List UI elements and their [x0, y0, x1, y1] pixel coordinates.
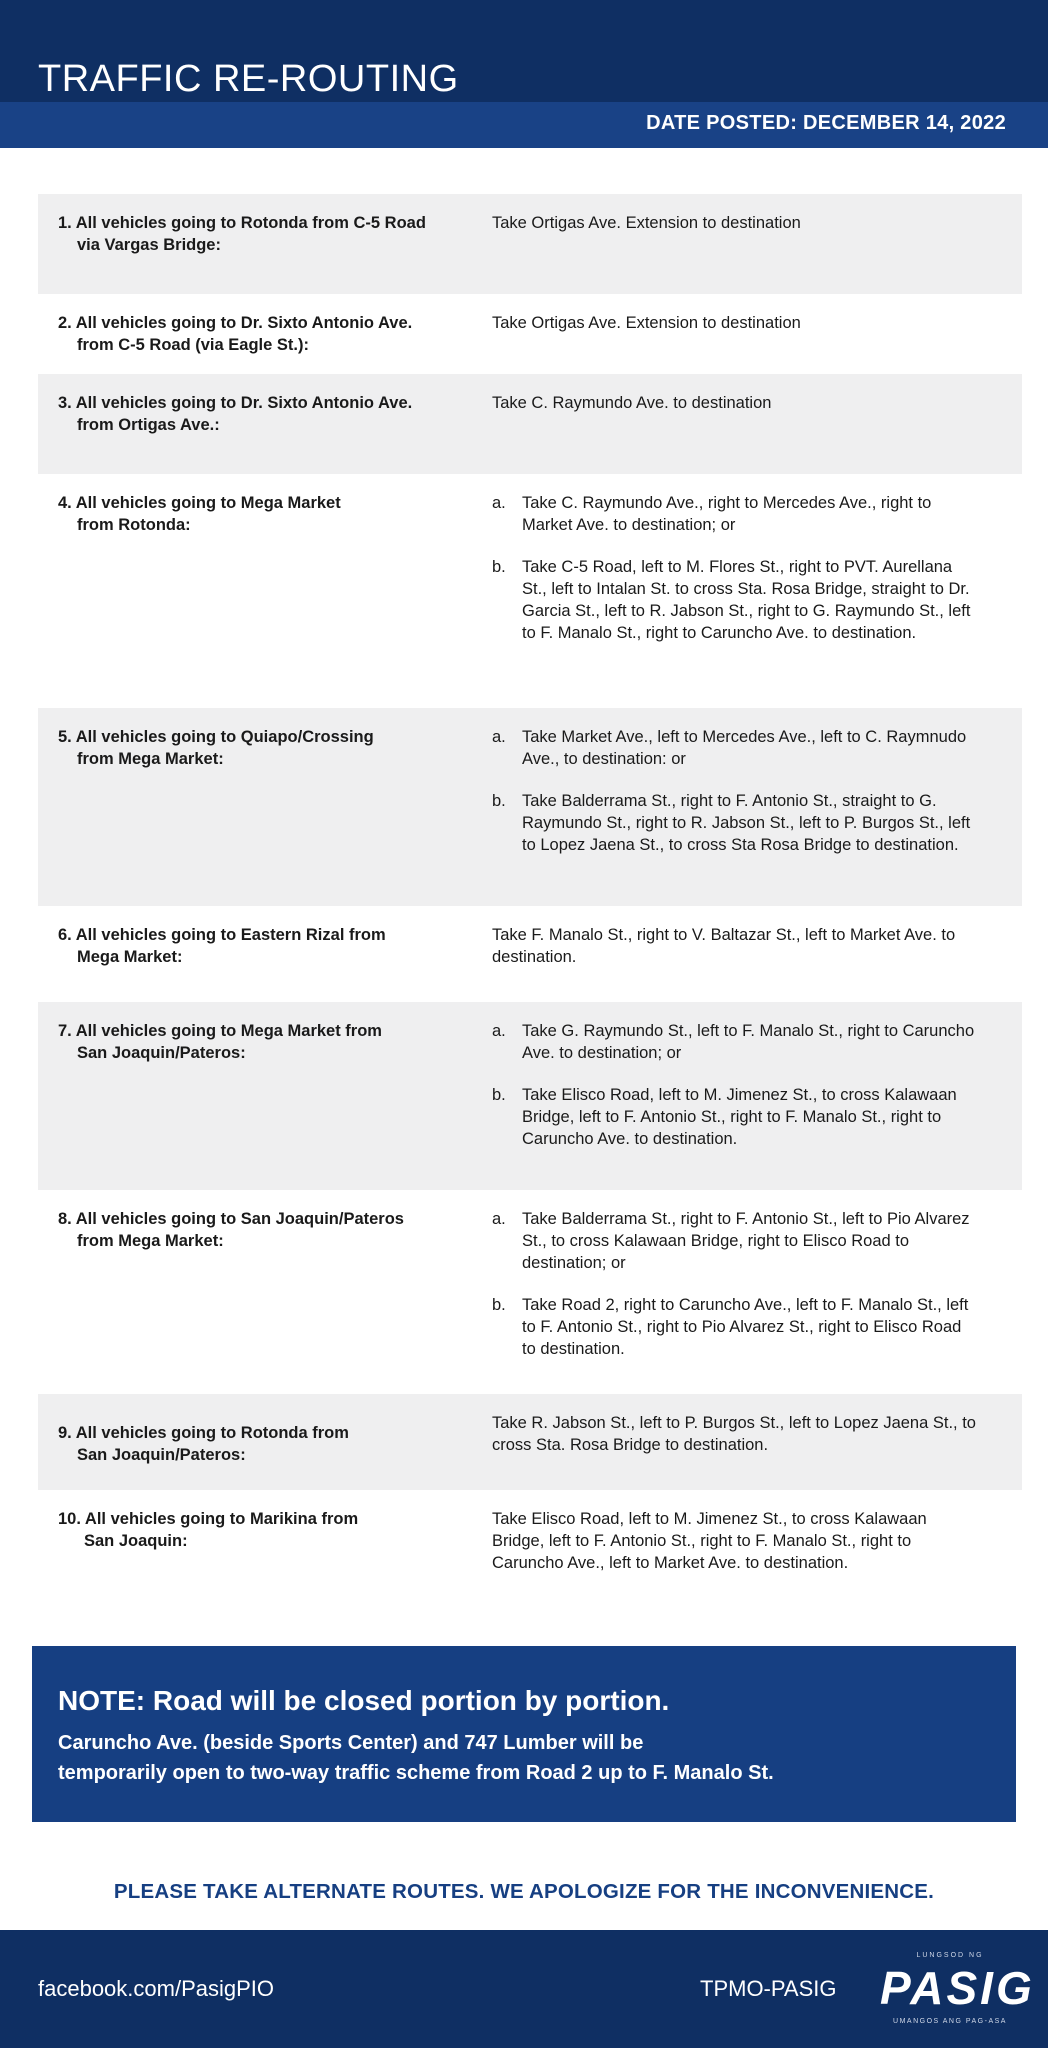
reroute-instruction: Take Ortigas Ave. Extension to destination [492, 314, 801, 332]
route-option: b. Take Balderrama St., right to F. Antonio St., straight to G. Raymundo St., right to R. Jabson St., left to P. Burgos St., left to Lopez Jaena St., to cross Sta Rosa Bridge to destination. [492, 792, 971, 854]
reroute-options [478, 1020, 1002, 1172]
reroute-row-3 [38, 374, 1022, 474]
pasig-logo [880, 1952, 1035, 2032]
reroute-condition: 10. All vehicles going to Marikina from San Joaquin: [58, 1510, 359, 1550]
road-closure-note [32, 1646, 1016, 1822]
route-option: b. Take Elisco Road, left to M. Jimenez St., to cross Kalawaan Bridge, left to F. Antonio St., right to F. Manalo St., right to Caruncho Ave. to destination. [492, 1086, 957, 1148]
reroute-row-6 [38, 906, 1022, 1002]
reroute-condition: 8. All vehicles going to San Joaquin/Pateros from Mega Market: [58, 1210, 404, 1250]
reroute-condition: 6. All vehicles going to Eastern Rizal from Mega Market: [58, 926, 386, 966]
reroute-instruction: Take C. Raymundo Ave. to destination [492, 394, 772, 412]
date-posted: DATE POSTED: DECEMBER 14, 2022 [646, 112, 1006, 134]
reroute-condition: 7. All vehicles going to Mega Market from San Joaquin/Pateros: [58, 1022, 382, 1062]
note-body: Caruncho Ave. (beside Sports Center) and 747 Lumber will be temporarily open to two-way traffic scheme from Road 2 up to F. Manalo St. [58, 1732, 774, 1784]
reroute-instruction: Take Elisco Road, left to M. Jimenez St., to cross Kalawaan Bridge, left to F. Antonio St., right to F. Manalo St., right to Caruncho Ave., left to Market Ave. to destination. [492, 1510, 927, 1572]
reroute-row-1 [38, 194, 1022, 294]
route-option: a. Take Market Ave., left to Mercedes Ave., left to C. Raymnudo Ave., to destination: or [492, 728, 967, 768]
reroute-condition: 4. All vehicles going to Mega Market from Rotonda: [58, 494, 341, 534]
route-option: b. Take C-5 Road, left to M. Flores St., right to PVT. Aurellana St., left to Intalan St. to cross Sta. Rosa Bridge, straight to Dr. Garcia St., left to R. Jabson St., right to G. Raymundo St., left to F. Manalo St., right to Caruncho Ave. to destination. [492, 558, 971, 642]
apology-message: PLEASE TAKE ALTERNATE ROUTES. WE APOLOGIZE FOR THE INCONVENIENCE. [113, 1880, 935, 1903]
footer [0, 1930, 1048, 2048]
reroute-row-2 [38, 294, 1022, 374]
reroute-options [478, 1208, 1002, 1376]
header [0, 0, 1048, 148]
reroute-row-7 [38, 1002, 1022, 1190]
note-title: NOTE: Road will be closed portion by portion. [58, 1685, 670, 1716]
reroute-options [478, 492, 1002, 690]
reroute-condition: 9. All vehicles going to Rotonda from San Joaquin/Pateros: [58, 1424, 349, 1464]
reroute-instruction: Take F. Manalo St., right to V. Baltazar St., left to Market Ave. to destination. [492, 926, 956, 966]
reroute-condition: 2. All vehicles going to Dr. Sixto Antonio Ave. from C-5 Road (via Eagle St.): [58, 314, 413, 354]
logo-bottom-text: UMANGOS ANG PAG-ASA [893, 2018, 1007, 2025]
reroute-list [38, 194, 1022, 1610]
reroute-condition: 3. All vehicles going to Dr. Sixto Antonio Ave. from Ortigas Ave.: [58, 394, 413, 434]
reroute-row-4 [38, 474, 1022, 708]
route-option: b. Take Road 2, right to Caruncho Ave., left to F. Manalo St., left to F. Antonio St., right to Pio Alvarez St., right to Elisco Road to destination. [492, 1296, 969, 1358]
reroute-row-8 [38, 1190, 1022, 1394]
reroute-instruction: Take Ortigas Ave. Extension to destination [492, 214, 801, 232]
reroute-condition: 1. All vehicles going to Rotonda from C-5 Road via Vargas Bridge: [58, 214, 426, 254]
facebook-link[interactable]: facebook.com/PasigPIO [38, 1976, 275, 2001]
reroute-row-10 [38, 1490, 1022, 1610]
office-name: TPMO-PASIG [700, 1976, 837, 2001]
reroute-condition: 5. All vehicles going to Quiapo/Crossing from Mega Market: [58, 728, 374, 768]
route-option: a. Take C. Raymundo Ave., right to Mercedes Ave., right to Market Ave. to destination; or [492, 494, 932, 534]
reroute-options [478, 726, 1002, 888]
logo-top-text: LUNGSOD NG [916, 1952, 984, 1959]
reroute-instruction: Take R. Jabson St., left to P. Burgos St., left to Lopez Jaena St., to cross Sta. Rosa Bridge to destination. [492, 1414, 976, 1454]
route-option: a. Take G. Raymundo St., left to F. Manalo St., right to Caruncho Ave. to destination; or [492, 1022, 975, 1062]
reroute-row-9 [38, 1394, 1022, 1490]
logo-main-text: PASIG [880, 1962, 1035, 2014]
route-option: a. Take Balderrama St., right to F. Antonio St., left to Pio Alvarez St., to cross Kalawaan Bridge, right to Elisco Road to destination; or [492, 1210, 970, 1272]
page-title: TRAFFIC RE-ROUTING [38, 58, 459, 100]
reroute-row-5 [38, 708, 1022, 906]
